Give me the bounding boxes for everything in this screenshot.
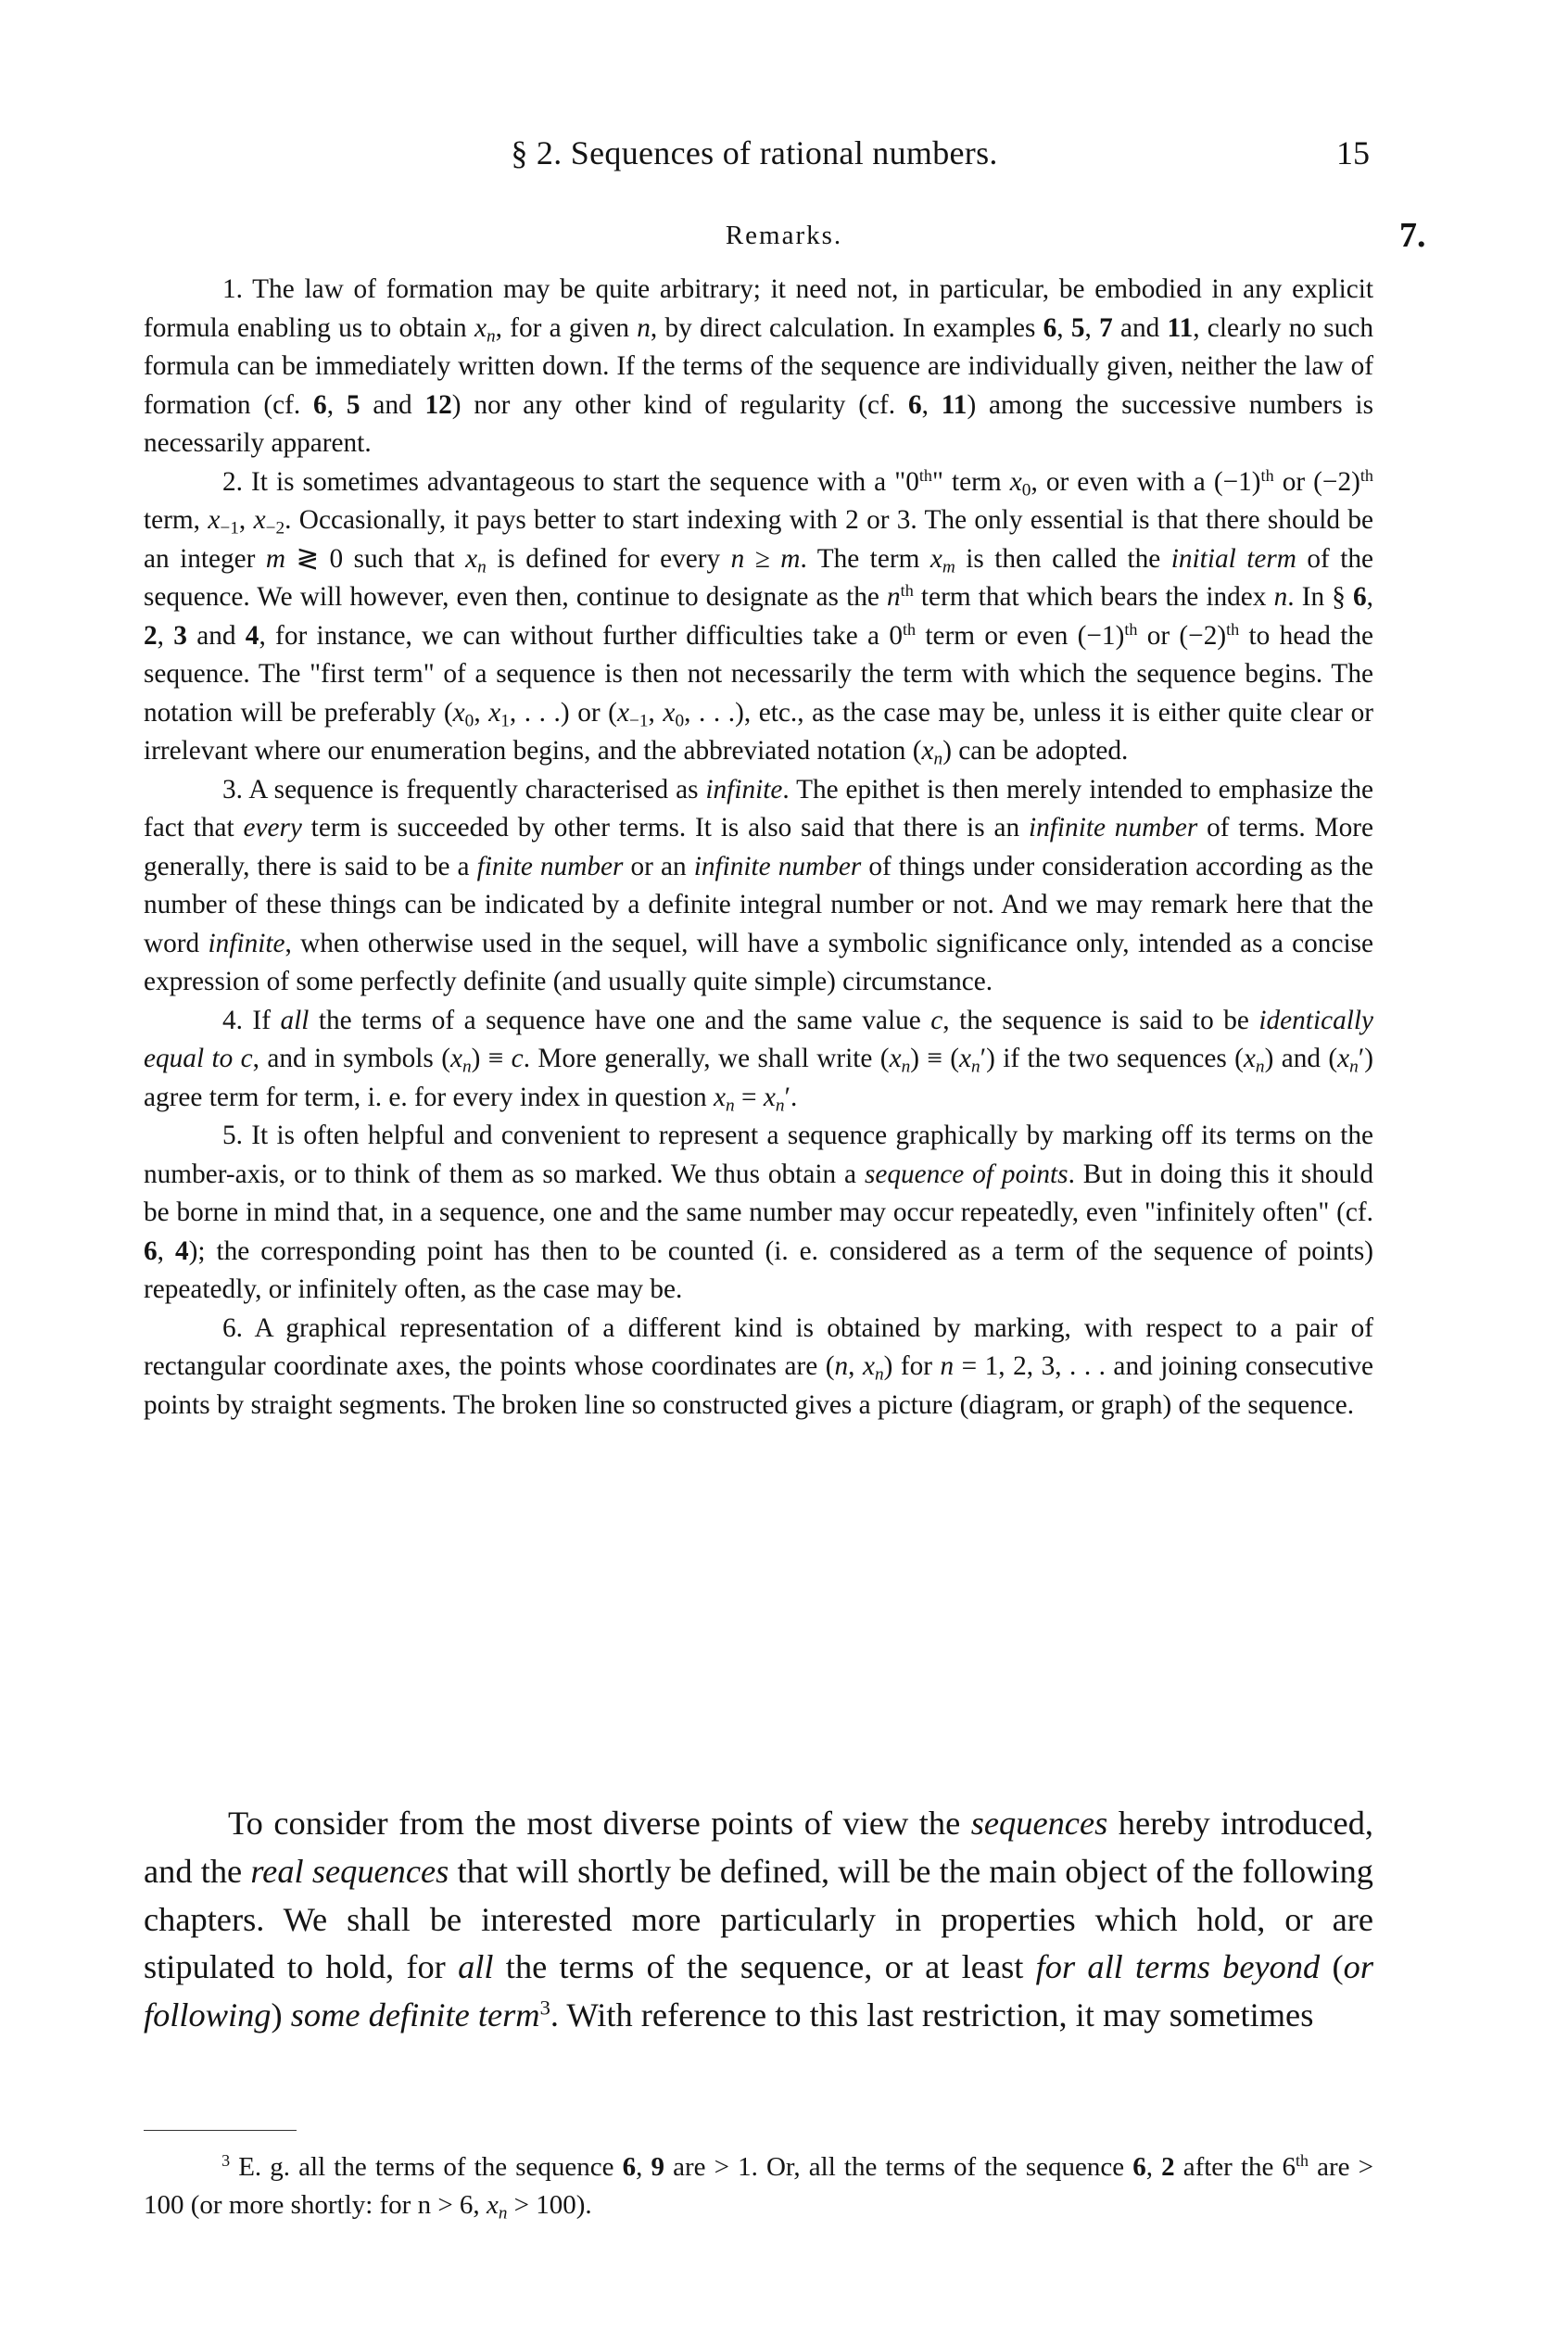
- remark-6: 6. A graphical representation of a different kind is obtained by marking, with respect to a pair of rectangular coordinate axes, the points whose coordinates are (n, $x_n$) for n = 1, 2, 3, . . . and joining consecutive points by straight segments. The broken line so constructed gives a picture (diagram, or graph) of the sequence.: [144, 1312, 1373, 1420]
- remark-1: 1. The law of formation may be quite arbitrary; it need not, in particular, be embodied in any explicit formula enabling us to obtain $x_n$, for a given n, by direct calculation. In examples 6, 5, 7 and 11, clearly no such formula can be immediately written down. If the terms of the sequence are individually given, neither the law of formation (cf. 6, 5 and 12) nor any other kind of regularity (cf. 6, 11) among the successive numbers is necessarily apparent.: [144, 274, 1374, 458]
- footnote: [144, 2148, 1373, 2224]
- margin-section-number: 7.: [1399, 216, 1426, 255]
- remarks-section: [144, 271, 1373, 1425]
- remark-5: 5. It is often helpful and convenient to represent a sequence graphically by marking off its terms on the number-axis, or to think of them as so marked. We thus obtain a sequence of points. But in doing this it should be borne in mind that, in a sequence, one and the same number may occur repeatedly, even "infinitely often" (cf. 6, 4); the corresponding point has then to be counted (i. e. considered as a term of the sequence of points) repeatedly, or infinitely often, as the case may be.: [144, 1121, 1373, 1304]
- footnote-3: $^3$ E. g. all the terms of the sequence 6, 9 are > 1. Or, all the terms of the sequence 6, 2 after the 6th are > 100 (or more shortly: for n > 6, $x_n > 100$).: [144, 2151, 1373, 2224]
- remark-3: 3. A sequence is frequently characterised as infinite. The epithet is then merely intended to emphasize the fact that every term is succeeded by other terms. It is also said that there is an infinite number of terms. More generally, there is said to be a finite number or an infinite number of things under consideration according as the number of these things can be indicated by a definite integral number or not. And we may remark here that the word infinite, when otherwise used in the sequel, will have a symbolic significance only, intended as a concise expression of some perfectly definite (and usually quite simple) circumstance.: [144, 774, 1374, 996]
- running-header: [139, 128, 1370, 180]
- running-header-title: § 2. Sequences of rational numbers.: [511, 134, 998, 171]
- remarks-heading: Remarks.: [725, 221, 843, 250]
- main-text: [144, 1800, 1373, 2040]
- remark-4: 4. If all the terms of a sequence have one and the same value c, the sequence is said to be identically equal to c, and in symbols $(x_n) \equiv c$. More generally, we shall write $(x_n) \equiv (x_n')$ if the two sequences $(x_n)$ and $(x_n')$ agree term for term, i. e. for every index in question $x_n = x_n'$.: [144, 1005, 1374, 1115]
- main-paragraph: To consider from the most diverse points of view the sequences hereby introduced, and the real sequences that will shortly be defined, will be the main object of the following chapters. We shall be interested more particularly in properties which hold, or are stipulated to hold, for all the terms of the sequence, or at least for all terms beyond (or following) some definite term$^3$. With reference to this last restriction, it may sometimes: [144, 1805, 1374, 2034]
- footnote-rule: [144, 2130, 297, 2131]
- remark-2: 2. It is sometimes advantageous to start the sequence with a "0th" term $x_0$, or even with a $(-1)^{th}$ or $(-2)^{th}$ term, $x_{-1}$, $x_{-2}$. Occasionally, it pays better to start indexing with 2 or 3. The only essential is that there should be an integer m ≷ 0 such that $x_n$ is defined for every n ≥ m. The term $x_m$ is then called the initial term of the sequence. We will however, even then, continue to designate as the $n^{th}$ term that which bears the index n. In § 6, 2, 3 and 4, for instance, we can without further difficulties take a 0th term or even $(-1)^{th}$ or $(-2)^{th}$ to head the sequence. The "first term" of a sequence is then not necessarily the term with which the sequence begins. The notation will be preferably ($x_0$, $x_1$, . . .) or ($x_{-1}$, $x_0$, . . .), etc., as the case may be, unless it is either quite clear or irrelevant where our enumeration begins, and the abbreviated notation $(x_n)$ can be adopted.: [144, 465, 1373, 769]
- page-number: 15: [1336, 134, 1370, 171]
